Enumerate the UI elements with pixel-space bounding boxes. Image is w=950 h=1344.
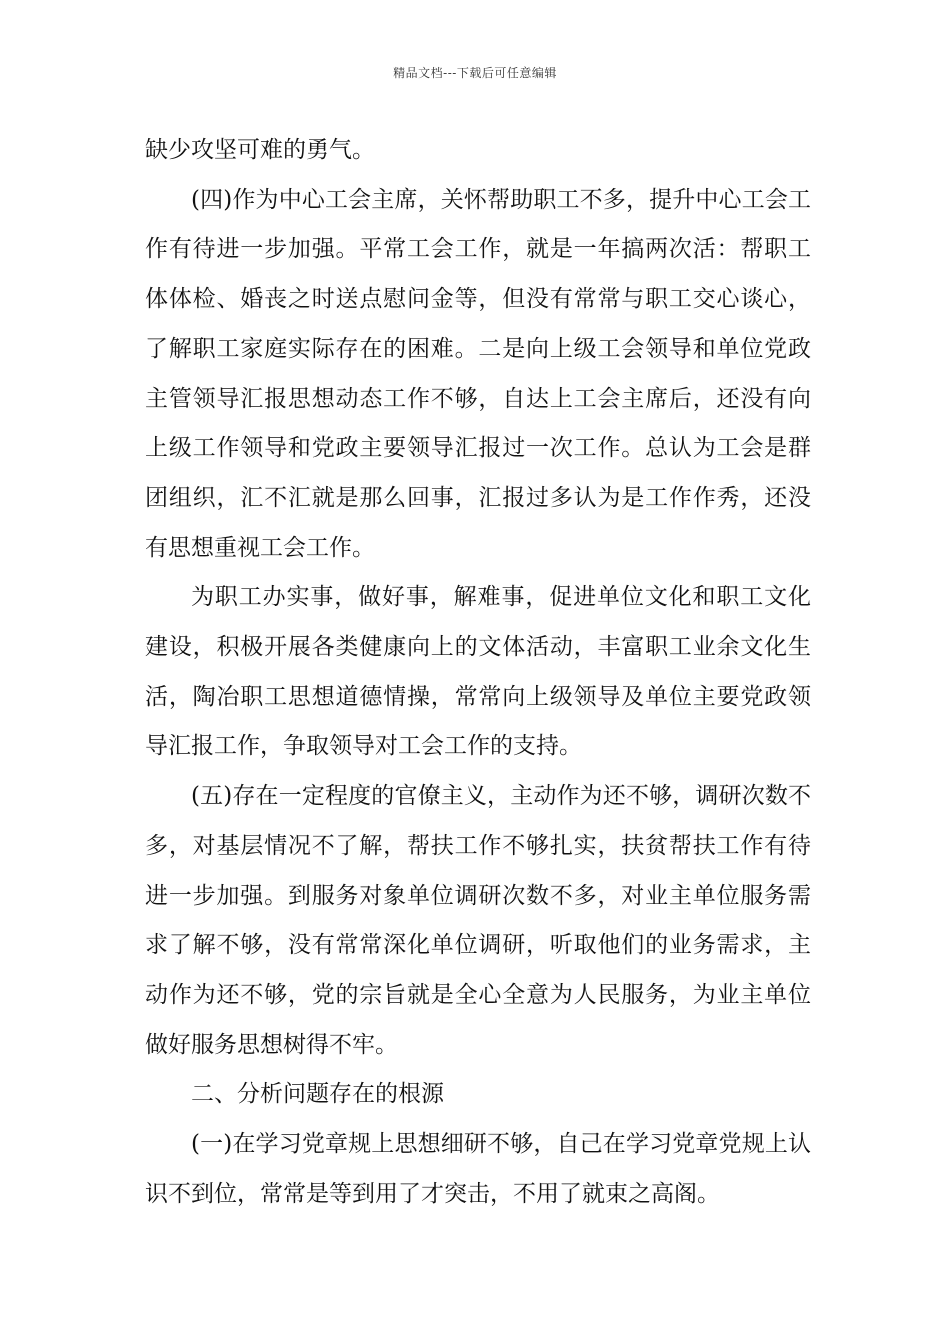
document-body: [145, 126, 811, 1219]
paragraph-subsection-one: (一)在学习党章规上思想细研不够，自己在学习党章党规上认识不到位，常常是等到用了才突击，不用了就束之高阁。: [145, 1131, 811, 1207]
paragraph-worker-services: 为职工办实事，做好事，解难事，促进单位文化和职工文化建设，积极开展各类健康向上的文体活动，丰富职工业余文化生活，陶冶职工思想道德情操，常常向上级领导及单位主要党政领导汇报工作，争取领导对工会工作的支持。: [145, 584, 811, 760]
page-header: 精品文档---下载后可任意编辑: [393, 66, 557, 80]
paragraph-section-five: (五)存在一定程度的官僚主义，主动作为还不够，调研次数不多，对基层情况不了解，帮扶工作不够扎实，扶贫帮扶工作有待进一步加强。到服务对象单位调研次数不多，对业主单位服务需求了解不够，没有常常深化单位调研，听取他们的业务需求，主动作为还不够，党的宗旨就是全心全意为人民服务，为业主单位做好服务思想树得不牢。: [145, 783, 811, 1058]
paragraph-section-four: (四)作为中心工会主席，关怀帮助职工不多，提升中心工会工作有待进一步加强。平常工会工作，就是一年搞两次活：帮职工体体检、婚丧之时送点慰问金等，但没有常常与职工交心谈心，了解职工家庭实际存在的困难。二是向上级工会领导和单位党政主管领导汇报思想动态工作不够，自达上工会主席后，还没有向上级工作领导和党政主要领导汇报过一次工作。总认为工会是群团组织，汇不汇就是那么回事，汇报过多认为是工作作秀，还没有思想重视工会工作。: [145, 186, 811, 561]
section-heading-root-causes: 二、分析问题存在的根源: [191, 1081, 444, 1108]
paragraph-continuation: 缺少攻坚可难的勇气。: [145, 137, 375, 163]
